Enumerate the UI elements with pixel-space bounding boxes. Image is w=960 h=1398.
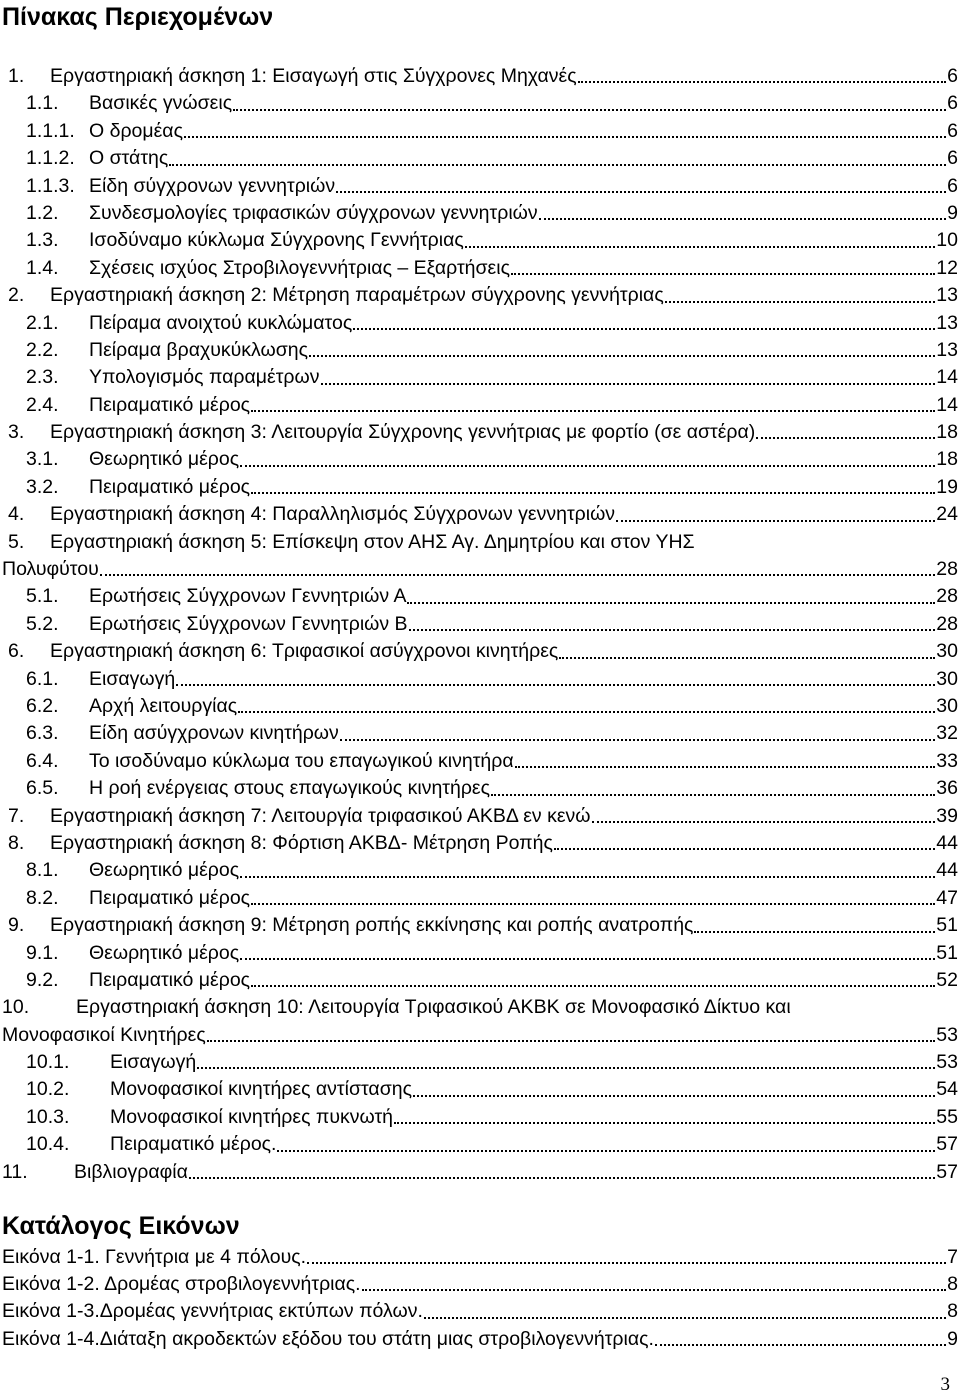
toc-entry-number: 6.3. — [26, 722, 59, 745]
dot-leader — [756, 437, 935, 439]
toc-entry-line — [0, 1049, 958, 1076]
toc-entry[interactable] — [0, 583, 958, 610]
dot-leader — [665, 301, 936, 303]
toc-entry[interactable] — [0, 803, 958, 830]
toc-entry-line — [0, 775, 958, 802]
toc-entry[interactable] — [0, 912, 958, 939]
toc-entry-title: Σχέσεις ισχύος Στροβιλογεννήτριας – Εξαρτήσεις — [89, 256, 510, 279]
toc-entry-page: 18 — [936, 421, 958, 444]
toc-entry[interactable] — [0, 967, 958, 994]
toc-entry-line — [0, 666, 958, 693]
toc-entry-title: Βασικές γνώσεις — [89, 92, 233, 115]
toc-entry-page: 28 — [936, 612, 958, 635]
toc-entry-number: 2.2. — [26, 338, 59, 361]
figure-entry-page: 8 — [947, 1300, 958, 1323]
toc-entry-number: 10.3. — [26, 1105, 70, 1128]
figure-entry[interactable] — [0, 1244, 958, 1271]
toc-entry-line — [0, 940, 958, 967]
toc-entry-page: 10 — [936, 229, 958, 252]
toc-entry[interactable] — [0, 1104, 958, 1131]
dot-leader — [197, 1067, 935, 1069]
toc-entry-number: 10.2. — [26, 1078, 70, 1101]
toc-entry-title: Εργαστηριακή άσκηση 6: Τριφασικοί ασύγχρονοι κινητήρες — [50, 640, 559, 663]
toc-entry-line — [0, 364, 958, 391]
toc-entry-title: Εργαστηριακή άσκηση 8: Φόρτιση ΑΚΒΔ- Μέτρηση Ροπής — [50, 831, 553, 854]
dot-leader — [176, 684, 935, 686]
toc-entry[interactable] — [0, 1076, 958, 1103]
toc-entry-title: Εργαστηριακή άσκηση 7: Λειτουργία τριφασικού ΑΚΒΔ εν κενώ — [50, 804, 591, 827]
toc-entry-line — [0, 446, 958, 473]
dot-leader — [251, 903, 935, 905]
toc-entry-number: 5.2. — [26, 612, 59, 635]
dot-leader — [554, 848, 935, 850]
toc-entry[interactable] — [0, 118, 958, 145]
dot-leader — [578, 81, 947, 83]
figure-entry[interactable] — [0, 1326, 958, 1353]
toc-entry-line — [0, 912, 958, 939]
toc-entry-title: Εργαστηριακή άσκηση 4: Παραλληλισμός Σύγχρονων γεννητριών — [50, 503, 616, 526]
toc-entry-page: 36 — [936, 777, 958, 800]
toc-entry-page: 52 — [936, 968, 958, 991]
toc-entry-number: 1.2. — [26, 201, 59, 224]
toc-entry[interactable] — [0, 1159, 958, 1186]
toc-entry-page: 24 — [936, 503, 958, 526]
dot-leader — [307, 1262, 946, 1264]
dot-leader — [251, 492, 935, 494]
dot-leader — [424, 1317, 946, 1319]
toc-entry[interactable] — [0, 857, 958, 884]
toc-entry-title: Το ισοδύναμο κύκλωμα του επαγωγικού κινητήρα — [89, 749, 514, 772]
dot-leader — [465, 246, 936, 248]
toc-entry-title: Μονοφασικοί κινητήρες αντίστασης — [110, 1078, 412, 1101]
dot-leader — [309, 355, 935, 357]
dot-leader — [362, 1289, 947, 1291]
toc-entry[interactable] — [0, 474, 958, 501]
toc-entry-number: 10.1. — [26, 1051, 70, 1074]
dot-leader — [407, 602, 935, 604]
toc-entry-title-continued: Μονοφασικοί Κινητήρες — [2, 1023, 206, 1046]
toc-entry-title: Εργαστηριακή άσκηση 5: Επίσκεψη στον ΑΗΣ Αγ. Δημητρίου και στον ΥΗΣ — [50, 530, 695, 553]
toc-entry-number: 6. — [8, 640, 25, 663]
toc-entry-title: Εργαστηριακή άσκηση 10: Λειτουργία Τριφασικού ΑΚΒΚ σε Μονοφασικό Δίκτυο και — [76, 996, 791, 1019]
toc-entry-title: Πείραμα βραχυκύκλωσης — [89, 338, 309, 361]
dot-leader — [336, 191, 946, 193]
toc-entry-title: Βιβλιογραφία — [74, 1160, 188, 1183]
dot-leader — [189, 1177, 935, 1179]
toc-entry-page: 53 — [936, 1023, 958, 1046]
toc-entry-number: 11. — [2, 1160, 28, 1183]
toc-entry-number: 1.4. — [26, 256, 59, 279]
toc-entry[interactable] — [0, 501, 958, 528]
toc-entry-title: Εργαστηριακή άσκηση 2: Μέτρηση παραμέτρων σύγχρονης γεννήτριας — [50, 284, 664, 307]
toc-entry-title: Ισοδύναμο κύκλωμα Σύγχρονης Γεννήτριας — [89, 229, 464, 252]
figure-entry-page: 7 — [947, 1246, 958, 1268]
toc-entry-number: 9.2. — [26, 968, 59, 991]
toc-entry-title: Πειραματικό μέρος. — [110, 1133, 277, 1156]
toc-entry-line — [0, 1131, 958, 1158]
toc-entry[interactable] — [0, 830, 958, 857]
toc-entry-title: Εργαστηριακή άσκηση 3: Λειτουργία Σύγχρονης γεννήτριας με φορτίο (σε αστέρα) — [50, 421, 756, 444]
dot-leader — [184, 136, 946, 138]
toc-entry-page: 44 — [936, 831, 958, 854]
dot-leader — [511, 273, 935, 275]
dot-leader — [251, 410, 935, 412]
toc-entry[interactable] — [0, 720, 958, 747]
toc-entry-page: 39 — [936, 804, 958, 827]
figure-entry[interactable] — [0, 1298, 958, 1325]
toc-entry[interactable] — [0, 200, 958, 227]
toc-heading: Πίνακας Περιεχομένων — [2, 3, 274, 31]
toc-entry-page: 28 — [936, 585, 958, 608]
toc-entry-line — [0, 967, 958, 994]
toc-entry-line — [0, 227, 958, 254]
toc-entry-number: 2.4. — [26, 393, 59, 416]
toc-entry-title: Είδη ασύγχρονων κινητήρων — [89, 722, 339, 745]
toc-entry[interactable] — [0, 775, 958, 802]
toc-entry-page: 6 — [947, 174, 958, 197]
toc-entry[interactable] — [0, 611, 958, 638]
toc-entry-number: 6.1. — [26, 667, 59, 690]
toc-entry-page: 51 — [936, 914, 958, 937]
toc-entry-page: 30 — [936, 694, 958, 717]
toc-entry-number: 1.3. — [26, 229, 59, 252]
dot-leader — [413, 1095, 935, 1097]
toc-entry-number: 6.4. — [26, 749, 59, 772]
toc-entry[interactable] — [0, 337, 958, 364]
toc-entry-page: 30 — [936, 667, 958, 690]
toc-entry-title: Πειραματικό μέρος — [89, 886, 251, 909]
toc-entry-title: Εργαστηριακή άσκηση 9: Μέτρηση ροπής εκκίνησης και ροπής ανατροπής — [50, 914, 694, 937]
toc-entry[interactable] — [0, 446, 958, 473]
figure-entry-page: 8 — [947, 1273, 958, 1296]
dot-leader — [233, 109, 946, 111]
toc-entry-title: Εισαγωγή — [110, 1051, 197, 1074]
toc-entry-line — [0, 748, 958, 775]
toc-entry-title: Συνδεσμολογίες τριφασικών σύγχρονων γεννητριών — [89, 201, 538, 224]
toc-entry-number: 1.1.3. — [26, 174, 75, 197]
toc-entry-page: 54 — [936, 1078, 958, 1101]
figure-entry-title: Εικόνα 1-1. Γεννήτρια με 4 πόλους. — [2, 1246, 307, 1268]
toc-entry[interactable] — [0, 145, 958, 172]
toc-entry-line — [0, 310, 958, 337]
toc-entry-page: 6 — [947, 147, 958, 170]
toc-entry-title: Ο στάτης — [89, 147, 169, 170]
toc-entry-title: Η ροή ενέργειας στους επαγωγικούς κινητήρες — [89, 777, 491, 800]
toc-entry-line — [0, 145, 958, 172]
toc-entry-number: 8. — [8, 831, 25, 854]
toc-entry-line — [0, 1076, 958, 1103]
toc-entry-line — [0, 857, 958, 884]
figures-heading: Κατάλογος Εικόνων — [2, 1212, 240, 1240]
page-number: 3 — [940, 1374, 950, 1395]
toc-entry-line — [0, 200, 958, 227]
toc-entry[interactable] — [0, 638, 958, 665]
toc-entry-page: 30 — [936, 640, 958, 663]
toc-entry-page: 32 — [936, 722, 958, 745]
toc-entry-page: 47 — [936, 886, 958, 909]
dot-leader — [207, 1040, 936, 1042]
toc-entry[interactable] — [0, 255, 958, 282]
toc-entry-number: 2.1. — [26, 311, 59, 334]
dot-leader — [277, 1150, 935, 1152]
figure-entry-page: 9 — [947, 1327, 958, 1350]
toc-entry-title: Πείραμα ανοιχτού κυκλώματος — [89, 311, 353, 334]
dot-leader — [353, 328, 935, 330]
toc-entry-line — [0, 474, 958, 501]
toc-entry-title: Πειραματικό μέρος — [89, 968, 251, 991]
toc-entry-page: 51 — [936, 941, 958, 964]
dot-leader — [251, 985, 935, 987]
toc-entry-number: 8.1. — [26, 859, 59, 882]
toc-entry[interactable] — [0, 364, 958, 391]
toc-entry-line — [0, 556, 958, 583]
dot-leader — [694, 931, 935, 933]
toc-entry[interactable] — [0, 693, 958, 720]
toc-entry-page: 6 — [947, 65, 958, 87]
toc-entry-number: 1.1.1. — [26, 119, 75, 142]
dot-leader — [240, 465, 935, 467]
toc-entry-line — [0, 63, 958, 90]
toc-entry-page: 57 — [936, 1160, 958, 1183]
toc-entry-number: 2. — [8, 284, 25, 307]
toc-entry-number: 3.1. — [26, 448, 59, 471]
dot-leader — [100, 574, 936, 576]
dot-leader — [539, 218, 947, 220]
toc-entry[interactable] — [0, 666, 958, 693]
toc-entry[interactable] — [0, 227, 958, 254]
toc-entry-number: 4. — [8, 503, 25, 526]
toc-entry-title: Είδη σύγχρονων γεννητριών — [89, 174, 336, 197]
toc-entry[interactable] — [0, 529, 958, 584]
toc-entry-number: 6.5. — [26, 777, 59, 800]
toc-entry[interactable] — [0, 63, 958, 90]
toc-entry-line — [0, 282, 958, 309]
dot-leader — [559, 657, 935, 659]
toc-entry-page: 55 — [936, 1105, 958, 1128]
toc-entry-title: Εισαγωγή — [89, 667, 176, 690]
toc-entry[interactable] — [0, 1131, 958, 1158]
toc-entry-line — [0, 1022, 958, 1049]
toc-entry-number: 1. — [8, 65, 25, 87]
figure-entry-title: Εικόνα 1-3.Δρομέας γεννήτριας εκτύπων πόλων. — [2, 1300, 423, 1323]
dot-leader — [394, 1122, 935, 1124]
toc-entry[interactable] — [0, 940, 958, 967]
toc-entry-line — [0, 173, 958, 200]
dot-leader — [169, 164, 946, 166]
dot-leader — [409, 629, 936, 631]
toc-entry-number: 9.1. — [26, 941, 59, 964]
toc-entry-page: 53 — [936, 1051, 958, 1074]
toc-entry-title: Εργαστηριακή άσκηση 1: Εισαγωγή στις Σύγχρονες Μηχανές — [50, 65, 577, 87]
toc-entry-number: 10.4. — [26, 1133, 70, 1156]
toc-entry-title-continued: Πολυφύτου — [2, 558, 99, 581]
toc-entry-number: 1.1.2. — [26, 147, 75, 170]
toc-entry-title: Ερωτήσεις Σύγχρονων Γεννητριών Β — [89, 612, 408, 635]
toc-entry-page: 19 — [936, 475, 958, 498]
toc-entry-number: 3.2. — [26, 475, 59, 498]
figure-entry-title: Εικόνα 1-4.Διάταξη ακροδεκτών εξόδου του στάτη μιας στροβιλογεννήτριας. — [2, 1327, 654, 1350]
toc-entry-line — [0, 118, 958, 145]
dot-leader — [592, 821, 936, 823]
toc-entry-number: 8.2. — [26, 886, 59, 909]
toc-entry-page: 6 — [947, 119, 958, 142]
toc-entry-line — [0, 885, 958, 912]
toc-entry-number: 5.1. — [26, 585, 59, 608]
toc-entry-line — [0, 611, 958, 638]
toc-entry-line — [0, 529, 958, 556]
toc-entry-title: Αρχή λειτουργίας — [89, 694, 238, 717]
toc-entry[interactable] — [0, 1049, 958, 1076]
toc-entry-number: 2.3. — [26, 366, 59, 389]
toc-entry[interactable] — [0, 392, 958, 419]
toc-entry-page: 18 — [936, 448, 958, 471]
toc-entry-line — [0, 583, 958, 610]
toc-entry-page: 12 — [936, 256, 958, 279]
toc-entry-line — [0, 419, 958, 446]
toc-entry-page: 28 — [936, 558, 958, 581]
toc-entry[interactable] — [0, 310, 958, 337]
figure-entry[interactable] — [0, 1271, 958, 1298]
toc-entry-line — [0, 720, 958, 747]
toc-entry-line — [0, 830, 958, 857]
toc-entry[interactable] — [0, 282, 958, 309]
toc-entry-line — [0, 255, 958, 282]
toc-entry[interactable] — [0, 994, 958, 1049]
toc-entry-title: Υπολογισμός παραμέτρων — [89, 366, 320, 389]
toc-entry-page: 57 — [936, 1133, 958, 1156]
toc-entry-line — [0, 1159, 958, 1186]
toc-entry-line — [0, 90, 958, 117]
dot-leader — [240, 958, 935, 960]
toc-entry-line — [0, 337, 958, 364]
toc-entry-line — [0, 803, 958, 830]
toc-entry-page: 14 — [936, 366, 958, 389]
toc-entry-number: 1.1. — [26, 92, 59, 115]
toc-entry-page: 9 — [947, 201, 958, 224]
toc-entry-page: 13 — [936, 338, 958, 361]
figure-entry-title: Εικόνα 1-2. Δρομέας στροβιλογεννήτριας. — [2, 1273, 361, 1296]
toc-entry[interactable] — [0, 173, 958, 200]
dot-leader — [238, 711, 935, 713]
toc-entry-page: 13 — [936, 311, 958, 334]
toc-entry-number: 10. — [2, 996, 30, 1019]
toc-entry-line — [0, 994, 958, 1021]
toc-entry[interactable] — [0, 748, 958, 775]
toc-entry-line — [0, 693, 958, 720]
toc-entry-page: 6 — [947, 92, 958, 115]
toc-entry-number: 3. — [8, 421, 25, 444]
toc-entry-page: 33 — [936, 749, 958, 772]
toc-entry[interactable] — [0, 885, 958, 912]
toc-entry-title: Θεωρητικό μέρος — [89, 448, 240, 471]
dot-leader — [240, 876, 935, 878]
toc-entry-page: 13 — [936, 284, 958, 307]
dot-leader — [515, 766, 936, 768]
dot-leader — [491, 794, 935, 796]
toc-entry-title: Θεωρητικό μέρος — [89, 859, 240, 882]
table-of-contents — [0, 63, 958, 1186]
toc-entry-title: Μονοφασικοί κινητήρες πυκνωτή — [110, 1105, 394, 1128]
toc-entry-number: 5. — [8, 530, 25, 553]
toc-entry-number: 7. — [8, 804, 25, 827]
dot-leader — [321, 383, 936, 385]
toc-entry-title: Πειραματικό μέρος — [89, 475, 251, 498]
toc-entry[interactable] — [0, 419, 958, 446]
toc-entry-line — [0, 392, 958, 419]
toc-entry-title: Ερωτήσεις Σύγχρονων Γεννητριών Α — [89, 585, 407, 608]
toc-entry[interactable] — [0, 90, 958, 117]
toc-entry-page: 44 — [936, 859, 958, 882]
toc-entry-title: Πειραματικό μέρος — [89, 393, 251, 416]
dot-leader — [655, 1344, 946, 1346]
toc-entry-number: 9. — [8, 914, 25, 937]
toc-entry-page: 14 — [936, 393, 958, 416]
toc-entry-line — [0, 501, 958, 528]
toc-entry-line — [0, 1104, 958, 1131]
toc-entry-title: Θεωρητικό μέρος — [89, 941, 240, 964]
toc-entry-title: Ο δρομέας — [89, 119, 183, 142]
dot-leader — [616, 520, 935, 522]
dot-leader — [340, 739, 936, 741]
toc-entry-number: 6.2. — [26, 694, 59, 717]
list-of-figures — [0, 1244, 958, 1353]
toc-entry-line — [0, 638, 958, 665]
